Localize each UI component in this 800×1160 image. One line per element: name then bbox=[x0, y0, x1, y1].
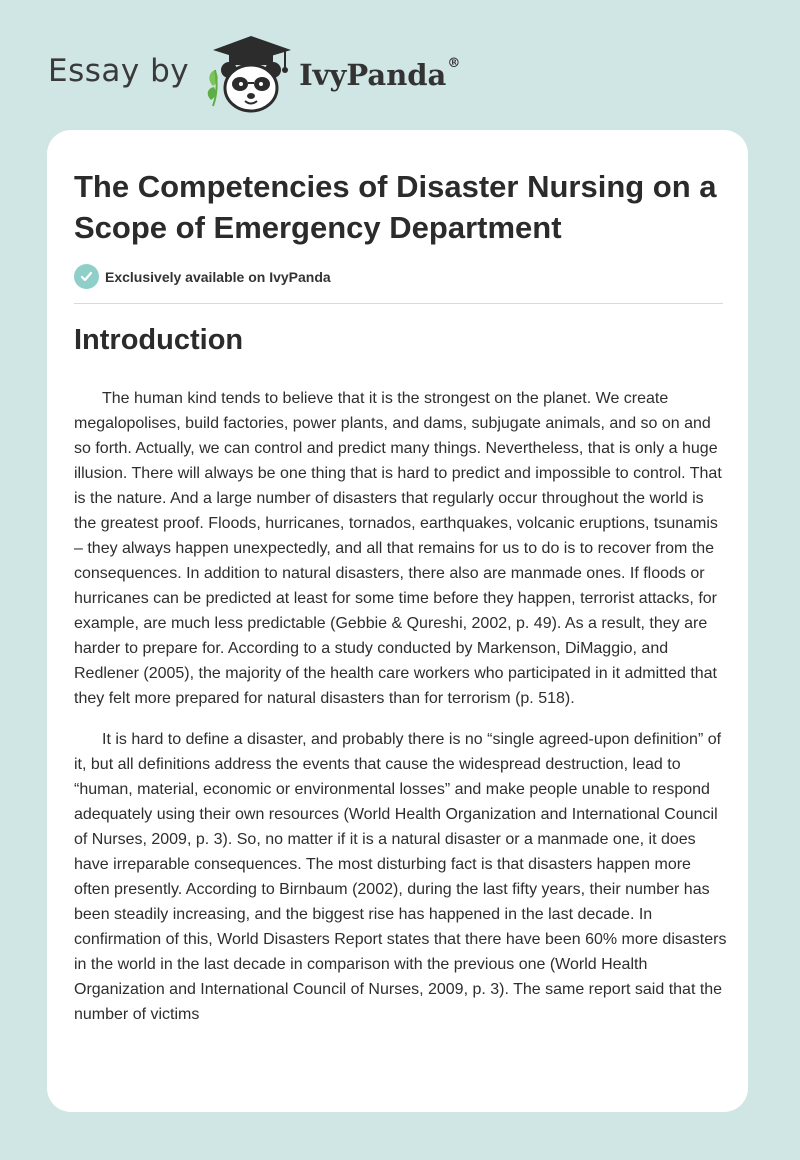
check-icon bbox=[74, 264, 99, 289]
ivypanda-logo-icon[interactable] bbox=[205, 34, 297, 114]
article-body bbox=[74, 386, 729, 1043]
paragraph: The human kind tends to believe that it is the strongest on the planet. We create megalopolises, build factories, power plants, and dams, subjugate animals, and so on and so forth. Actually, we can control and predict many things. Nevertheless, that is only a huge illusion. There will always be one thing that is hard to predict and impossible to control. That is the nature. And a large number of disasters that regularly occur throughout the world is the greatest proof. Floods, hurricanes, tornados, earthquakes, volcanic eruptions, tsunamis – they always happen unexpectedly, and all that remains for us to do is to recover from the consequences. In addition to natural disasters, there also are manmade ones. If floods or hurricanes can be predicted at least for some time before they happen, terrorist attacks, for example, are much less predictable (Gebbie & Qureshi, 2002, p. 49). As a result, they are harder to prepare for. According to a study conducted by Markenson, DiMaggio, and Redlener (2005), the majority of the health care workers who participated in it admitted that they felt more prepared for natural disasters than for terrorism (p. 518). bbox=[74, 390, 722, 707]
brand-name[interactable]: IvyPanda® bbox=[299, 56, 461, 92]
section-heading: Introduction bbox=[74, 324, 244, 356]
divider bbox=[74, 303, 723, 304]
exclusive-badge bbox=[74, 264, 331, 289]
paragraph: It is hard to define a disaster, and probably there is no “single agreed-upon definition” of it, but all definitions address the events that cause the widespread destruction, lead to “human, material, economic or environmental losses” and make people unable to respond adequately using their own resources (World Health Organization and International Council of Nurses, 2009, p. 3). So, no matter if it is a natural disaster or a manmade one, it does have irreparable consequences. The most disturbing fact is that disasters happen more often presently. According to Birnbaum (2002), during the last fifty years, their number has been steadily increasing, and the biggest rise has happened in the last decade. In confirmation of this, World Disasters Report states that there have been 60% more disasters in the world in the last decade in comparison with the previous one (World Health Organization and International Council of Nurses, 2009, p. 3). The same report said that the number of victims bbox=[74, 731, 727, 1023]
essay-card bbox=[47, 130, 748, 1112]
site-header bbox=[48, 34, 460, 114]
exclusive-label: Exclusively available on IvyPanda bbox=[105, 268, 331, 285]
page-title: The Competencies of Disaster Nursing on a Scope of Emergency Department bbox=[74, 169, 717, 245]
essay-by-label: Essay by bbox=[48, 53, 190, 89]
